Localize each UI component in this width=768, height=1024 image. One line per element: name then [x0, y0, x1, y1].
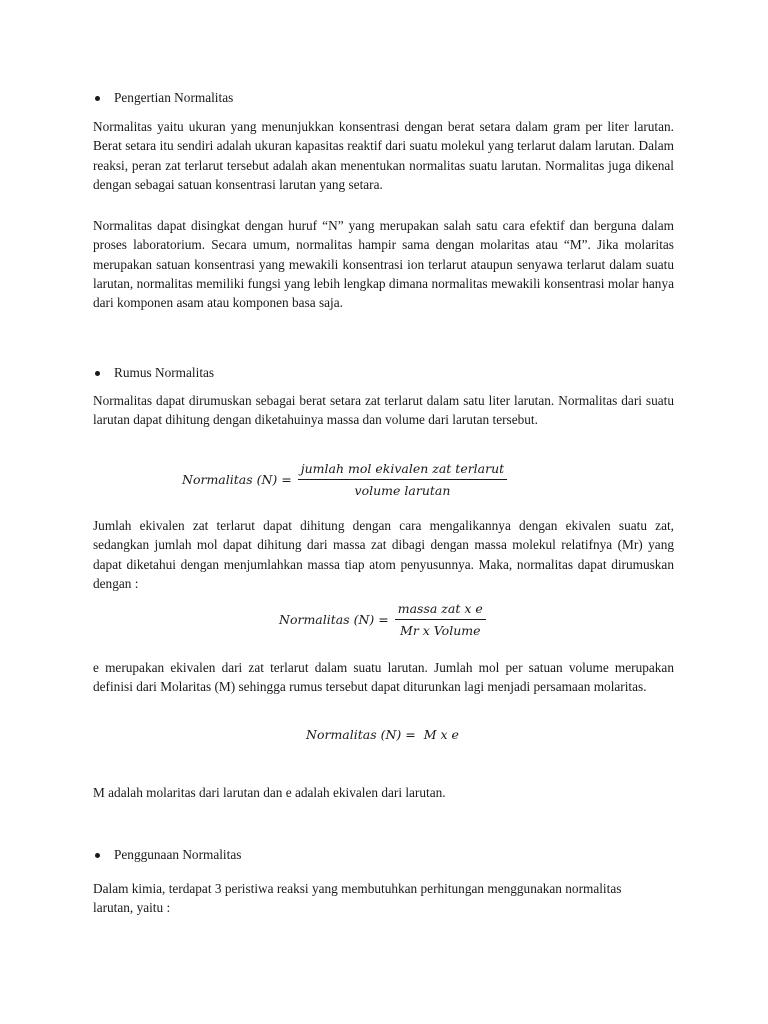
paragraph-rumus-3: e merupakan ekivalen dari zat terlarut dalam suatu larutan. Jumlah mol per satuan volume merupakan definisi dari Molaritas (M) sehingga rumus tersebut dapat diturunkan lagi menjadi persamaan molaritas. [93, 660, 674, 695]
paragraph-pengertian-2: Normalitas dapat disingkat dengan huruf “N” yang merupakan salah satu cara efektif dan berguna dalam proses laboratorium. Secara umum, normalitas hampir sama dengan molaritas atau “M”. Jika molaritas merupakan satuan konsentrasi yang mewakili konsentrasi ion terlarut ataupun senyawa terlarut dalam suatu larutan, normalitas memiliki fungsi yang lebih lengkap dimana normalitas mewakili konsentrasi molar hanya dari komponen asam atau komponen basa saja. [93, 218, 674, 311]
bullet-heading-pengertian [93, 90, 233, 106]
formula-lhs: Normalitas (N) = [182, 472, 292, 487]
formula-numerator: massa zat x e [395, 601, 486, 620]
formula-normalitas-2 [279, 601, 486, 638]
bullet-heading-rumus [93, 365, 214, 381]
bullet-heading-penggunaan [93, 847, 241, 863]
paragraph-penggunaan-1: Dalam kimia, terdapat 3 peristiwa reaksi yang membutuhkan perhitungan menggunakan normalitas larutan, yaitu : [93, 881, 622, 916]
heading-text: Rumus Normalitas [114, 365, 215, 380]
heading-text: Pengertian Normalitas [114, 90, 234, 105]
bullet-icon [95, 371, 100, 376]
formula-denominator: volume larutan [354, 483, 451, 498]
formula-normalitas-1 [182, 461, 507, 498]
paragraph-pengertian-1: Normalitas yaitu ukuran yang menunjukkan konsentrasi dengan berat setara dalam gram per liter larutan. Berat setara itu sendiri adalah ukuran kapasitas reaktif dari suatu molekul yang terlarut dalam larutan. Dalam reaksi, peran zat terlarut tersebut adalah akan menentukan normalitas suatu larutan. Normalitas juga dikenal dengan sebagai satuan konsentrasi larutan yang setara. [93, 119, 674, 192]
bullet-icon [95, 96, 100, 101]
formula-text: Normalitas (N) = M x e [306, 727, 459, 742]
bullet-icon [95, 853, 100, 858]
paragraph-rumus-1: Normalitas dapat dirumuskan sebagai berat setara zat terlarut dalam satu liter larutan. Normalitas dari suatu larutan dapat dihitung dengan diketahuinya massa dan volume dari larutan tersebut. [93, 393, 674, 428]
paragraph-rumus-4: M adalah molaritas dari larutan dan e adalah ekivalen dari larutan. [93, 785, 446, 800]
formula-lhs: Normalitas (N) = [279, 612, 389, 627]
formula-numerator: jumlah mol ekivalen zat terlarut [298, 461, 507, 480]
formula-normalitas-3 [306, 727, 459, 742]
heading-text: Penggunaan Normalitas [114, 847, 242, 862]
paragraph-rumus-2: Jumlah ekivalen zat terlarut dapat dihitung dengan cara mengalikannya dengan ekivalen suatu zat, sedangkan jumlah mol dapat dihitung dari massa zat dibagi dengan massa molekul relatifnya (Mr) yang dapat diketahui dengan menjumlahkan massa tiap atom penyusunnya. Maka, normalitas dapat dirumuskan dengan : [93, 518, 674, 591]
formula-fraction [395, 601, 486, 638]
formula-denominator: Mr x Volume [400, 623, 481, 638]
formula-fraction [298, 461, 507, 498]
